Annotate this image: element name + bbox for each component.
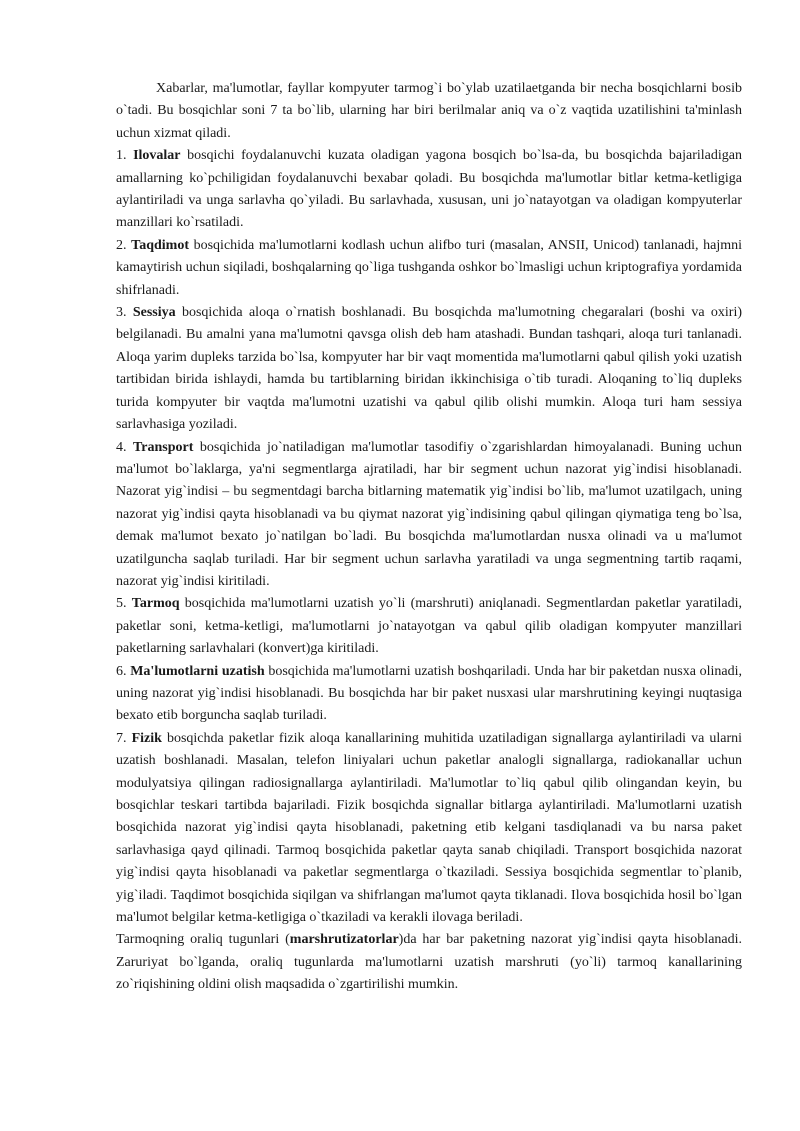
layer-5-paragraph — [116, 593, 742, 660]
closing-after: )da har bar paketning nazorat yig`indisi qayta hisoblanadi. Zaruriyat bo`lganda, oraliq tugunlarda ma'lumotlarni uzatish marshruti (yo`li) tarmoq kanallarining zo`riqishining oldini olish maqsadida o`zgartirilishi mumkin. — [116, 932, 743, 993]
layer-3-paragraph — [116, 302, 742, 436]
layer-5-text: bosqichida ma'lumotlarni uzatish yo`li (marshruti) aniqlanadi. Segmentlardan paketlar yaratiladi, paketlar soni, ketma-ketligi, ma'lumotlarni jo`natayotgan va qabul qilib oladigan kompyuter manzillari paketlarning sarlavhalari (konvert)ga kiritiladi. — [116, 596, 742, 657]
closing-bold: marshrutizatorlar — [289, 932, 399, 948]
layer-4-number: 4. — [116, 439, 127, 455]
layer-7-number: 7. — [116, 730, 127, 746]
layer-1-name: Ilovalar — [133, 148, 181, 164]
layer-6-paragraph — [116, 661, 742, 728]
layer-4-text: bosqichida jo`natiladigan ma'lumotlar tasodifiy o`zgarishlardan himoyalanadi. Buning uchun ma'lumot bo`laklarga, ya'ni segmentlarga ajratiladi, har bir segment uchun nazorat yig`indisi hisoblanadi. Nazorat yig`indisi – bu segmentdagi barcha bitlarning matematik yig`indisi bo`lib, ma'lumot uzatilgach, uning nazorat yig`indisi qayta hisoblanadi va bu qiymat nazorat yig`indisining qabul qilingan qiymatiga teng bo`lsa, demak ma'lumot bexato jo`natilgan bo`ladi. Bu bosqichda ma'lumotlardan nusxa olinadi va u ma'lumot uzatilguncha saqlab turiladi. Har bir segment uchun sarlavha yaratiladi va unga segmentning tartib raqami, nazorat yig`indisi kiritiladi. — [116, 439, 743, 589]
layer-6-name: Ma'lumotlarni uzatish — [130, 663, 265, 679]
layer-3-text: bosqichida aloqa o`rnatish boshlanadi. Bu bosqichda ma'lumotning chegaralari (boshi va oxiri) belgilanadi. Bu amalni yana ma'lumotni qavsga olish deb ham atashadi. Bundan tashqari, aloqa turi tanlanadi. Aloqa yarim dupleks tarzida bo`lsa, kompyuter har bir vaqt momentida ma'lumotlarni qabul qilish yoki uzatish tartibidan birida ishlaydi, hamda bu tartiblarning biridan ikkinchisiga o`tib turadi. Aloqaning to`liq dupleks turida kompyuter bir vaqtda ma'lumotni uzatishi va qabul qilib olishi mumkin. Aloqa turi ham sessiya sarlavhasiga yoziladi. — [116, 305, 743, 433]
layer-1-paragraph — [116, 145, 742, 235]
layer-2-number: 2. — [116, 237, 127, 253]
intro-paragraph: Xabarlar, ma'lumotlar, fayllar kompyuter tarmog`i bo`ylab uzatilaetganda bir necha bosqichlarni bosib o`tadi. Bu bosqichlar soni 7 ta bo`lib, ularning har biri berilmalar aniq va o`z vaqtida uzatilishini ta'minlash uchun xizmat qiladi. — [116, 81, 742, 141]
layer-3-number: 3. — [116, 305, 127, 321]
layer-4-paragraph — [116, 437, 742, 594]
layer-2-name: Taqdimot — [131, 237, 189, 253]
layer-5-number: 5. — [116, 596, 127, 612]
closing-paragraph — [116, 929, 742, 996]
layer-1-number: 1. — [116, 148, 127, 164]
layer-7-name: Fizik — [131, 730, 162, 746]
layer-1-text: bosqichi foydalanuvchi kuzata oladigan yagona bosqich bo`lsa-da, bu bosqichda bajariladigan amallarning ko`pchiligidan foydalanuvchi bexabar qoladi. Bu bosqichda ma'lumotlar bitlar ketma-ketligiga aylantiriladi va unga sarlavha qo`yiladi. Bu sarlavhada, xususan, uni jo`natayotgan va oladigan kompyuterlar manzillari ko`rsatiladi. — [116, 148, 742, 231]
layer-6-text: bosqichida ma'lumotlarni uzatish boshqariladi. Unda har bir paketdan nusxa olinadi, uning nazorat yig`indisi hisoblanadi. Bu bosqichda har bir paket nusxasi ular marshrutining keyingi nuqtasiga bexato etib borguncha saqlab turiladi. — [116, 663, 743, 724]
layer-6-number: 6. — [116, 663, 127, 679]
layer-2-paragraph — [116, 235, 742, 302]
closing-before: Tarmoqning oraliq tugunlari ( — [116, 932, 290, 948]
layer-5-name: Tarmoq — [131, 596, 180, 612]
document-page — [116, 78, 742, 997]
layer-7-text: bosqichda paketlar fizik aloqa kanallarining muhitida uzatiladigan signallarga aylantiriladi va ularni uzatish boshlanadi. Masalan, telefon liniyalari uchun paketlar analogli signallarga, radiokanallar uchun modulyatsiya qilingan radiosignallarga aylantiriladi. Ma'lumotlar to`liq qabul qilib olingandan keyin, bu bosqichlar teskari tartibda bajariladi. Fizik bosqichda signallar bitlarga aylantiriladi. Ma'lumotlarni uzatish bosqichida nazorat yig`indisi qayta hisoblanadi, paketning etib kelgani tasdiqlanadi va bu narsa paket sarlavhasiga qayd qilinadi. Tarmoq bosqichida paketlar qayta sanab chiqiladi. Transport bosqichida nazorat yig`indisi qayta hisoblanadi va paketlar segmentlarga o`tkaziladi. Sessiya bosqichida segmentlar to`planib, yig`iladi. Taqdimot bosqichida siqilgan va shifrlangan ma'lumot qayta tiklanadi. Ilova bosqichida hosil bo`lgan ma'lumot belgilar ketma-ketligiga o`tkaziladi va kerakli ilovaga beriladi. — [116, 730, 742, 926]
layer-2-text: bosqichida ma'lumotlarni kodlash uchun alifbo turi (masalan, ANSII, Unicod) tanlanadi, hajmni kamaytirish uchun siqiladi, boshqalarning qo`liga tushganda oshkor bo`lmasligi uchun kriptografiya yordamida shifrlanadi. — [116, 237, 743, 298]
layer-4-name: Transport — [133, 439, 194, 455]
layer-3-name: Sessiya — [132, 305, 176, 321]
layer-7-paragraph — [116, 728, 742, 930]
